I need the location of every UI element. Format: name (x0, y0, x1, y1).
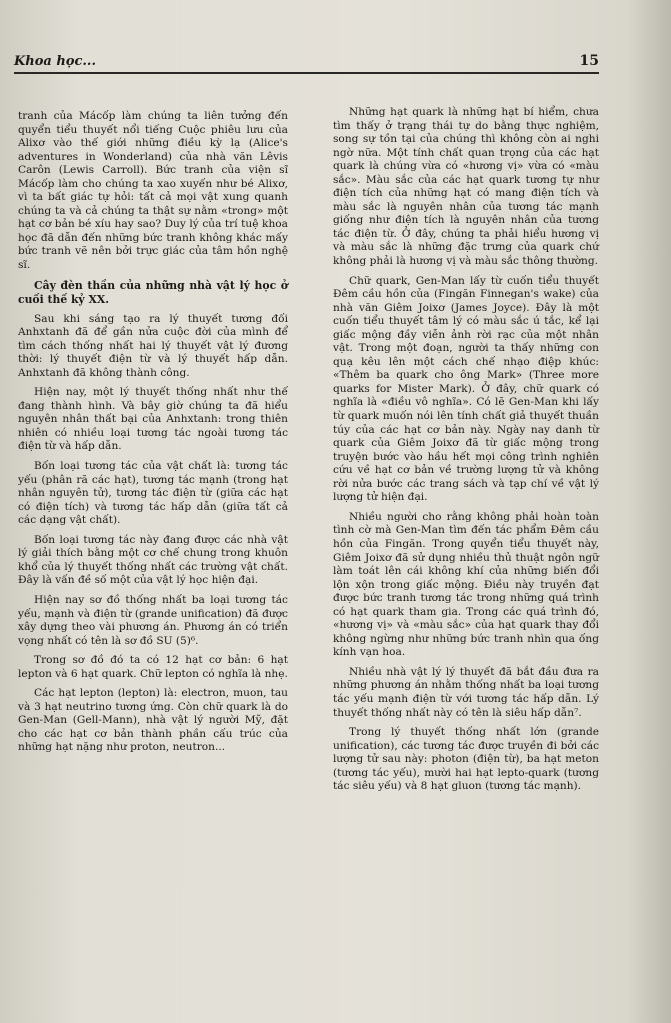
paragraph: Chữ quark, Gen-Man lấy từ cuốn tiểu thuyết Đêm cầu hồn của (Fingăn Finnegan's wake) của nhà văn Giêm Joixơ (James Joyce). Đây là một cuốn tiểu thuyết tâm lý có màu sắc ú tắc, kể lại giấc mộng đầy viễn ảnh rời rạc của một nhân vật. Trong một đoạn, người ta thấy những con quạ kêu lên một cách chế nhạo điệp khúc: «Thêm ba quark cho ông Mark» (Three more quarks for Mister Mark). Ở đây, chữ quark có nghĩa là «điều vô nghĩa». Có lẽ Gen-Man khi lấy từ quark muốn nói lên tính chất giả thuyết thuần túy của các hạt cơ bản này. Ngày nay danh từ quark của Giêm Joixơ đã từ giấc mộng trong truyện bước vào hầu hết mọi công trình nghiên cứu về hạt cơ bản về trường lượng tử và không rời nửa bước các trang sách và tạp chí về vật lý lượng tử hiện đại. (333, 274, 599, 504)
paragraph: Những hạt quark là những hạt bí hiểm, chưa tìm thấy ở trạng thái tự do bằng thực nghiệm, song sự tồn tại của chúng thì không còn ai nghi ngờ nữa. Một tính chất quan trọng của các hạt quark là chúng vừa có «hương vị» vừa có «màu sắc». Màu sắc của các hạt quark tương tự như điện tích của những hạt có mang điện tích và màu sắc là nguyên nhân của tương tác mạnh giống như điện tích là nguyên nhân của tương tác điện từ. Ở đây, chúng ta phải hiểu hương vị và màu sắc là những đặc trưng của quark chứ không phải là hương vị và màu sắc thông thường. (333, 106, 599, 268)
paragraph: Các hạt lepton (lepton) là: electron, muon, tau và 3 hạt neutrino tương ứng. Còn chữ quark là do Gen-Man (Gell-Mann), nhà vật lý người Mỹ, đặt cho các hạt cơ bản thành phần cấu trúc của những hạt nặng như proton, neutron... (18, 687, 288, 754)
page-edge-shadow (627, 0, 671, 1023)
paragraph: Hiện nay sơ đồ thống nhất ba loại tương tác yếu, mạnh và điện từ (grande unification) đã được xây dựng theo vài phương án. Phương án có triển vọng nhất có tên là sơ đồ SU (5)⁶. (18, 593, 288, 647)
paragraph: Trong sơ đồ đó ta có 12 hạt cơ bản: 6 hạt lepton và 6 hạt quark. Chữ lepton có nghĩa là nhẹ. (18, 654, 288, 680)
paragraph: tranh của Mácốp làm chúng ta liên tưởng đến quyển tiểu thuyết nổi tiếng Cuộc phiêu lưu của Alixơ vào thế giới những điều kỳ lạ (Alice's adventures in Wonderland) của nhà văn Lêvis Carôn (Lewis Carroll). Bức tranh của viện sĩ Mácốp làm cho chúng ta xao xuyến như bé Alixơ, vì ta bất giác tự hỏi: tất cả mọi vật xung quanh chúng ta và cả chúng ta thật sự nằm «trong» một hạt cơ bản bé xíu hay sao? Duy lý của trí tuệ khoa học đã dẫn đến những bức tranh không khác mấy bức tranh vẽ nên bởi trực giác của tâm hồn nghệ sĩ. (18, 110, 288, 272)
page-number: 15 (579, 53, 599, 69)
paragraph: Hiện nay, một lý thuyết thống nhất như thế đang thành hình. Và bây giờ chúng ta đã hiểu nguyên nhân thất bại của Anhxtanh: trong thiên nhiên có nhiều loại tương tác ngoài tương tác điện từ và hấp dẫn. (18, 386, 288, 453)
paragraph: Bốn loại tương tác này đang được các nhà vật lý giải thích bằng một cơ chế chung trong khuôn khổ của lý thuyết thống nhất các trường vật chất. Đây là vấn đề số một của vật lý học hiện đại. (18, 533, 288, 587)
left-column (18, 110, 288, 761)
right-column (333, 106, 599, 800)
paragraph: Nhiều người cho rằng không phải hoàn toàn tình cờ mà Gen-Man tìm đến tác phẩm Đêm cầu hồn của Fingăn. Trong quyển tiểu thuyết này, Giêm Joixơ đã sử dụng nhiều thủ thuật ngôn ngữ làm toát lên cái không khí của những biến đổi lộn xộn trong giấc mộng. Điều này truyền đạt được bức tranh tương tác trong những quá trình có hạt quark tham gia. Trong các quá trình đó, «hương vị» và «màu sắc» của hạt quark thay đổi không ngừng như những bức tranh nhìn qua ống kính vạn hoa. (333, 510, 599, 659)
paragraph: Sau khi sáng tạo ra lý thuyết tương đối Anhxtanh đã để gần nửa cuộc đời của mình để tìm cách thống nhất hai lý thuyết vật lý đương thời: lý thuyết điện từ và lý thuyết hấp dẫn. Anhxtanh đã không thành công. (18, 312, 288, 379)
paragraph: Bốn loại tương tác của vật chất là: tương tác yếu (phân rã các hạt), tương tác mạnh (trong hạt nhân nguyên tử), tương tác điện từ (giữa các hạt có điện tích) và tương tác hấp dẫn (giữa tất cả các dạng vật chất). (18, 460, 288, 527)
page-header (14, 50, 599, 74)
section-heading: Cây đèn thần của những nhà vật lý học ở cuối thế kỷ XX. (18, 278, 288, 306)
paragraph: Nhiều nhà vật lý lý thuyết đã bắt đầu đưa ra những phương án nhằm thống nhất ba loại tương tác yếu mạnh điện từ với tương tác hấp dẫn. Lý thuyết thống nhất này có tên là siêu hấp dẫn⁷. (333, 665, 599, 719)
paragraph: Trong lý thuyết thống nhất lớn (grande unification), các tương tác được truyền đi bởi các lượng tử sau này: photon (điện từ), ba hạt meton (tương tác yếu), mười hai hạt lepto-quark (tương tác siêu yếu) và 8 hạt gluon (tương tác mạnh). (333, 726, 599, 793)
running-head: Khoa học... (14, 54, 96, 69)
